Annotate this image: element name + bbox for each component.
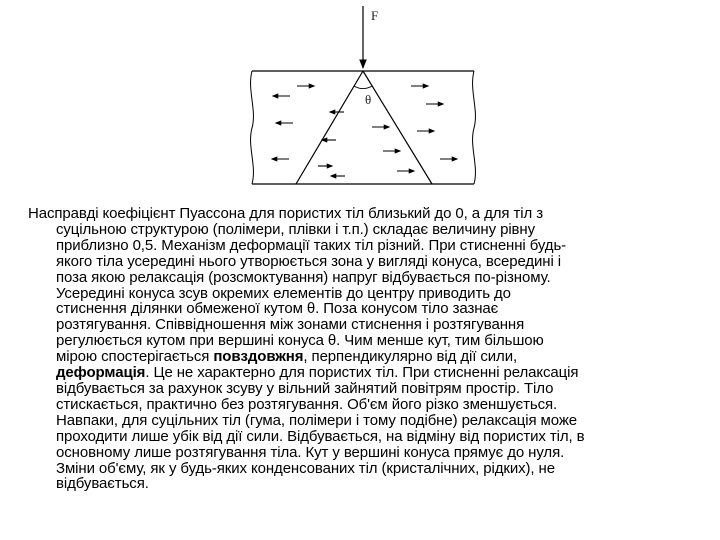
cone-angle-arc	[354, 86, 372, 89]
text-line: основному лише розтягування тіла. Кут у вершині конуса прямує до нуля.	[56, 443, 565, 461]
body-right-break	[473, 71, 476, 184]
cone-left-side	[296, 71, 363, 184]
text-line	[28, 365, 700, 381]
bold-term: деформація	[56, 364, 146, 382]
text-line: Навпаки, для суцільних тіл (гума, полімери і тому подібне) релаксація може	[56, 411, 577, 429]
text-line: суцільною структурою (полімери, плівки і т.п.) складає величину рівну	[56, 220, 536, 238]
text-line: відбувається.	[56, 475, 149, 493]
text-line: поза якою релаксація (розсмоктування) напруг відбувається по-різному.	[56, 268, 551, 286]
bold-term: повздовжня	[213, 348, 304, 366]
body-paragraph	[28, 206, 700, 492]
force-label: F	[371, 8, 379, 23]
text-line: Зміни об'єму, як у будь-яких конденсованих тіл (кристалічних, рідких), не	[56, 459, 555, 477]
text-line: регулюється кутом при вершині конуса θ. Чим менше кут, тим більшою	[56, 332, 544, 350]
text-line	[28, 349, 700, 365]
text-fragment: , перпендикулярно від дії сили,	[303, 348, 518, 366]
text-line: стиснення ділянки обмеженої кутом θ. Поза конусом тіло зазнає	[56, 300, 499, 318]
text-line: розтягування. Співвідношення між зонами стиснення і розтягування	[56, 316, 525, 334]
text-line: проходити лише убік від дії сили. Відбувається, на відміну від пористих тіл, в	[56, 427, 585, 445]
angle-label: θ	[365, 92, 372, 107]
text-line: якого тіла усередині нього утворюється зона у вигляді конуса, всередині і	[56, 252, 562, 270]
text-fragment: . Це не характерно для пористих тіл. При стисненні релаксація	[145, 364, 579, 382]
cone-deformation-diagram	[0, 0, 720, 200]
body-left-break	[251, 71, 254, 184]
text-line: приблизно 0,5. Механізм деформації таких тіл різний. При стисненні будь-	[56, 236, 567, 254]
text-line: Насправді коефіцієнт Пуассона для пористих тіл близький до 0, а для тіл з	[28, 205, 543, 222]
text-line: стискається, практично без розтягування. Об'єм його різко зменшується.	[56, 395, 558, 413]
text-line: Усередині конуса зсув окремих елементів до центру приводить до	[56, 284, 511, 302]
text-fragment: мірою спостерігається	[56, 348, 214, 366]
text-line: відбувається за рахунок зсуву у вільний зайнятий повітрям простір. Тіло	[56, 379, 554, 397]
